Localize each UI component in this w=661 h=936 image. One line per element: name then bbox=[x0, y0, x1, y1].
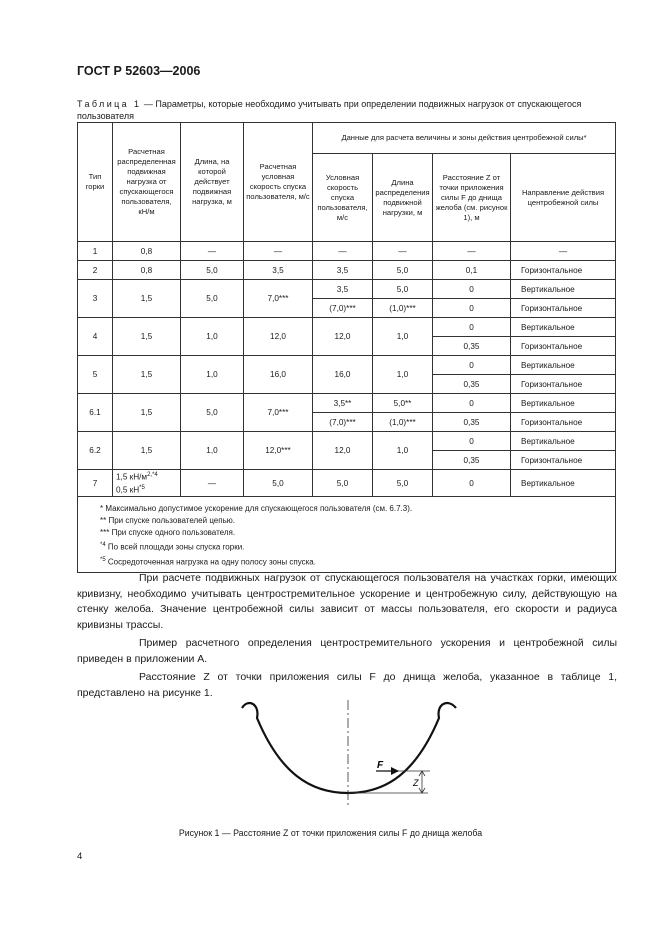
note-5-text: Сосредоточенная нагрузка на одну полосу зоны спуска. bbox=[107, 557, 316, 567]
cell-z: 0 bbox=[433, 318, 511, 337]
cell-z: 0,35 bbox=[433, 413, 511, 432]
note-5-mark: *5 bbox=[100, 556, 106, 563]
cell-z: 0 bbox=[433, 470, 511, 497]
cell-direction: Горизонтальное bbox=[511, 261, 616, 280]
cell-clength: — bbox=[373, 242, 433, 261]
note-4-mark: *4 bbox=[100, 542, 106, 548]
table-caption bbox=[77, 98, 597, 122]
cell-length: 5,0 bbox=[181, 261, 244, 280]
cell-type: 5 bbox=[78, 356, 113, 394]
cell-load: 1,5 bbox=[113, 394, 181, 432]
cell-z: 0 bbox=[433, 299, 511, 318]
cell-direction: Вертикальное bbox=[511, 280, 616, 299]
cell-type: 3 bbox=[78, 280, 113, 318]
cell-load: 1,5 bbox=[113, 318, 181, 356]
col-header-speed: Расчетная условная скорость спуска пользователя, м/с bbox=[244, 123, 313, 242]
cell-direction: Горизонтальное bbox=[511, 337, 616, 356]
note-1: * Максимально допустимое ускорение для спускающегося пользователя (см. 6.7.3). bbox=[100, 504, 413, 513]
load-concentrated-sup: *5 bbox=[139, 485, 145, 491]
cell-clength: 1,0 bbox=[373, 432, 433, 470]
cell-clength: 5,0 bbox=[373, 470, 433, 497]
cell-z: 0 bbox=[433, 394, 511, 413]
cell-direction: Горизонтальное bbox=[511, 375, 616, 394]
col-header-group: Данные для расчета величины и зоны действия центробежной силы* bbox=[313, 123, 616, 154]
table-row bbox=[78, 356, 616, 375]
cell-type: 6.1 bbox=[78, 394, 113, 432]
table-caption-lead: Таблица 1 bbox=[77, 99, 142, 109]
figure-caption: Рисунок 1 — Расстояние Z от точки приложения силы F до днища желоба bbox=[178, 828, 483, 838]
cell-length: 1,0 bbox=[181, 318, 244, 356]
col-header-load: Расчетная распределенная подвижная нагрузка от спускающегося пользователя, кН/м bbox=[113, 123, 181, 242]
cell-load: 1,5 bbox=[113, 432, 181, 470]
cell-z: 0 bbox=[433, 432, 511, 451]
cell-z: — bbox=[433, 242, 511, 261]
cell-type: 4 bbox=[78, 318, 113, 356]
force-arrowhead bbox=[391, 767, 399, 775]
cell-speed: 12,0*** bbox=[244, 432, 313, 470]
cell-z: 0,1 bbox=[433, 261, 511, 280]
cell-speed: 3,5 bbox=[244, 261, 313, 280]
cell-cspeed: 12,0 bbox=[313, 318, 373, 356]
load-distributed-sup: 2,*4 bbox=[147, 472, 158, 479]
force-label: F bbox=[377, 760, 384, 771]
cell-clength: 5,0 bbox=[373, 280, 433, 299]
col-header-length: Длина, на которой действует подвижная нагрузка, м bbox=[181, 123, 244, 242]
note-4 bbox=[100, 539, 609, 554]
cell-direction: Горизонтальное bbox=[511, 413, 616, 432]
cell-cspeed: (7,0)*** bbox=[313, 413, 373, 432]
cell-type: 2 bbox=[78, 261, 113, 280]
table-row bbox=[78, 280, 616, 299]
cell-load bbox=[113, 470, 181, 497]
col-header-cspeed: Условная скорость спуска пользователя, м/с bbox=[313, 154, 373, 242]
cell-load: 1,5 bbox=[113, 356, 181, 394]
parameters-table bbox=[77, 122, 616, 573]
cell-length: — bbox=[181, 242, 244, 261]
cell-z: 0 bbox=[433, 280, 511, 299]
paragraph-2: Пример расчетного определения центростремительного ускорения и центробежной силы приведен в приложении А. bbox=[77, 637, 617, 665]
cell-direction: Вертикальное bbox=[511, 394, 616, 413]
cell-direction: Вертикальное bbox=[511, 356, 616, 375]
col-header-type: Тип горки bbox=[78, 123, 113, 242]
cell-z: 0,35 bbox=[433, 451, 511, 470]
note-2: ** При спуске пользователей цепью. bbox=[100, 516, 235, 525]
note-4-text: По всей площади зоны спуска горки. bbox=[107, 542, 245, 552]
cell-speed: 12,0 bbox=[244, 318, 313, 356]
trough-profile bbox=[242, 703, 456, 793]
cell-z: 0,35 bbox=[433, 337, 511, 356]
col-header-distance: Расстояние Z от точки приложения силы F до днища желоба (см. рисунок 1), м bbox=[433, 154, 511, 242]
z-label: Z bbox=[413, 778, 419, 788]
table-row bbox=[78, 432, 616, 451]
cell-load: 0,8 bbox=[113, 242, 181, 261]
load-distributed: 1,5 кН/м bbox=[116, 473, 148, 482]
cell-direction: Вертикальное bbox=[511, 432, 616, 451]
document-header: ГОСТ Р 52603—2006 bbox=[77, 64, 201, 78]
page-number: 4 bbox=[77, 851, 83, 862]
cell-load: 0,8 bbox=[113, 261, 181, 280]
cell-clength: 1,0 bbox=[373, 356, 433, 394]
cell-clength: (1,0)*** bbox=[373, 413, 433, 432]
cell-cspeed: 3,5** bbox=[313, 394, 373, 413]
paragraph-3: Расстояние Z от точки приложения силы F до днища желоба, указанное в таблице 1, представлено на рисунке 1. bbox=[77, 671, 617, 699]
cell-speed: 7,0*** bbox=[244, 394, 313, 432]
cell-cspeed: 16,0 bbox=[313, 356, 373, 394]
col-header-clength: Длина распределения подвижной нагрузки, м bbox=[373, 154, 433, 242]
note-3: *** При спуске одного пользователя. bbox=[100, 528, 236, 537]
cell-speed: 16,0 bbox=[244, 356, 313, 394]
cell-cspeed: 5,0 bbox=[313, 470, 373, 497]
cell-cspeed: (7,0)*** bbox=[313, 299, 373, 318]
cell-load: 1,5 bbox=[113, 280, 181, 318]
cell-cspeed: 3,5 bbox=[313, 280, 373, 299]
note-5 bbox=[100, 554, 609, 569]
cell-direction: Вертикальное bbox=[511, 470, 616, 497]
col-header-direction: Направление действия центробежной силы bbox=[511, 154, 616, 242]
cell-direction: — bbox=[511, 242, 616, 261]
cell-length: 1,0 bbox=[181, 432, 244, 470]
table-row bbox=[78, 470, 616, 497]
cell-speed: 5,0 bbox=[244, 470, 313, 497]
paragraph-1: При расчете подвижных нагрузок от спускающегося пользователя на участках горки, имеющих кривизну, необходимо учитывать центростремительное ускорение и центробежную силу, действующую на стенку желоба. Значение центробежной силы зависит от массы пользователя, его скорости и радиуса кривизны трассы. bbox=[77, 572, 617, 631]
body-text bbox=[77, 571, 617, 701]
cell-cspeed: 12,0 bbox=[313, 432, 373, 470]
cell-direction: Вертикальное bbox=[511, 318, 616, 337]
cell-length: 5,0 bbox=[181, 280, 244, 318]
table-caption-text: — Параметры, которые необходимо учитывать при определении подвижных нагрузок от спускающегося пользователя bbox=[77, 99, 582, 121]
cell-type: 6.2 bbox=[78, 432, 113, 470]
cell-z: 0 bbox=[433, 356, 511, 375]
cell-length: 1,0 bbox=[181, 356, 244, 394]
cell-direction: Горизонтальное bbox=[511, 451, 616, 470]
cell-speed: 7,0*** bbox=[244, 280, 313, 318]
cell-cspeed: 3,5 bbox=[313, 261, 373, 280]
table-notes bbox=[78, 497, 616, 573]
table-row bbox=[78, 318, 616, 337]
cell-clength: 5,0** bbox=[373, 394, 433, 413]
table-row bbox=[78, 261, 616, 280]
table-row bbox=[78, 394, 616, 413]
cell-type: 1 bbox=[78, 242, 113, 261]
cell-type: 7 bbox=[78, 470, 113, 497]
cell-direction: Горизонтальное bbox=[511, 299, 616, 318]
cell-z: 0,35 bbox=[433, 375, 511, 394]
cell-clength: (1,0)*** bbox=[373, 299, 433, 318]
figure-1-diagram bbox=[230, 698, 470, 810]
cell-clength: 1,0 bbox=[373, 318, 433, 356]
cell-length: — bbox=[181, 470, 244, 497]
cell-clength: 5,0 bbox=[373, 261, 433, 280]
cell-length: 5,0 bbox=[181, 394, 244, 432]
load-concentrated: 0,5 кН bbox=[116, 485, 140, 495]
cell-cspeed: — bbox=[313, 242, 373, 261]
cell-speed: — bbox=[244, 242, 313, 261]
table-row bbox=[78, 242, 616, 261]
